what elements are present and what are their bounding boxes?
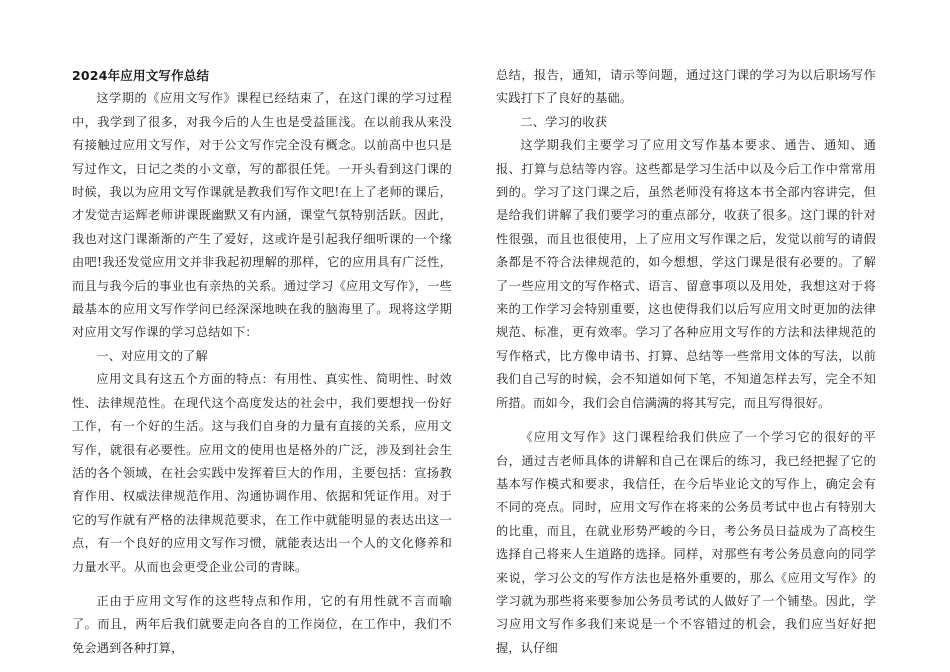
features-paragraph: 应用文具有这五个方面的特点：有用性、真实性、简明性、时效性、法律规范性。在现代这个高度发达的社会中，我们要想找一份好工作，有一个好的生活。这与我们自身的力量有直接的关系，应用文写作，就很有必要性。应用文的使用也是格外的广泛，涉及到社会生活的各个领域，在社会实践中发挥着巨大的作用，主要包括：宣扬教育作用、权威法律规范作用、沟通协调作用、依据和凭证作用。对于它的写作就有严格的法律规范要求，在工作中就能明显的表达出这一点，有一个良好的应用文写作习惯，就能表达出一个人的文化修养和力量水平。从而也会更受企业公司的青睐。 (72, 372, 452, 574)
left-column (72, 64, 452, 660)
right-column (496, 64, 876, 660)
gains-paragraph: 这学期我们主要学习了应用文写作基本要求、通告、通知、通报、打算与总结等内容。这些都是学习生活中以及今后工作中常常用到的。学习了这门课之后，虽然老师没有将这本书全部内容讲完，但是给我们讲解了我们要学习的重点部分，收获了很多。这门课的针对性很强，而且也很使用，上了应用文写作课之后，发觉以前写的请假条都是不符合法律规范的，如今想想，学这门课是很有必要的。了解了一些应用文的写作格式、语言、留意事项以及用处，我想这对于将来的工作学习会特别重要，这也使得我们以后写应用文时更加的法律规范、标准，更有效率。学习了各种应用文写作的方法和法律规范的写作格式，比方像申请书、打算、总结等一些常用文体的写法，以前我们自己写的时候，会不知道如何下笔，不知道怎样去写，完全不知所措。而如今，我们会自信满满的将其写完，而且写得很好。 (496, 138, 876, 410)
platform-paragraph: 《应用文写作》这门课程给我们供应了一个学习它的很好的平台，通过吉老师具体的讲解和自己在课后的练习，我已经把握了它的基本写作模式和要求，我信任，在今后毕业论文的写作上，确定会有不同的亮点。同时，应用文写作在将来的公务员考试中也占有特别大的比重，而且，在就业形势严峻的今日，考公务员日益成为了高校生选择自己将来人生道路的选择。同样，对那些有考公务员意向的同学来说，学习公文的写作方法也是格外重要的，那么《应用文写作》的学习就为那些将来要参加公务员考试的人做好了一个铺垫。因此，学习应用文写作多我们来说是一个不容错过的机会，我们应当好好把握，认仔细 (496, 430, 876, 655)
paragraph-gap (496, 415, 876, 426)
paragraph-gap (72, 579, 452, 590)
intro-paragraph: 这学期的《应用文写作》课程已经结束了，在这门课的学习过程中，我学到了很多，对我今后的人生也是受益匪浅。在以前我从来没有接触过应用文写作，对于公文写作完全没有概念。以前高中也只是写过作文，日记之类的小文章，写的都很任凭。一开头看到这门课的时候，我以为应用文写作课就是教我们写作文吧!在上了老师的课后，才发觉吉运辉老师讲课既幽默又有内涵，课堂气氛特别活跃。因此，我也对这门课渐渐的产生了爱好，这或许是引起我仔细听课的一个缘由吧!我还发觉应用文并非我起初理解的那样，它的应用具有广泛性，而且与我今后的事业也有亲热的关系。通过学习《应用文写作》，一些最基本的应用文写作学问已经深深地映在我的脑海里了。现将这学期对应用文写作课的学习总结如下： (72, 91, 452, 340)
usefulness-paragraph: 正由于应用文写作的这些特点和作用，它的有用性就不言而喻了。而且，两年后我们就要走向各自的工作岗位，在工作中，我们不免会遇到各种打算， (72, 593, 452, 655)
section-heading-gains: 二、学习的收获 (520, 114, 608, 129)
document-title: 2024年应用文写作总结 (72, 68, 210, 83)
continuation-paragraph: 总结，报告，通知，请示等问题，通过这门课的学习为以后职场写作实践打下了良好的基础。 (496, 68, 876, 106)
section-heading-understanding: 一、对应用文的了解 (96, 348, 208, 363)
